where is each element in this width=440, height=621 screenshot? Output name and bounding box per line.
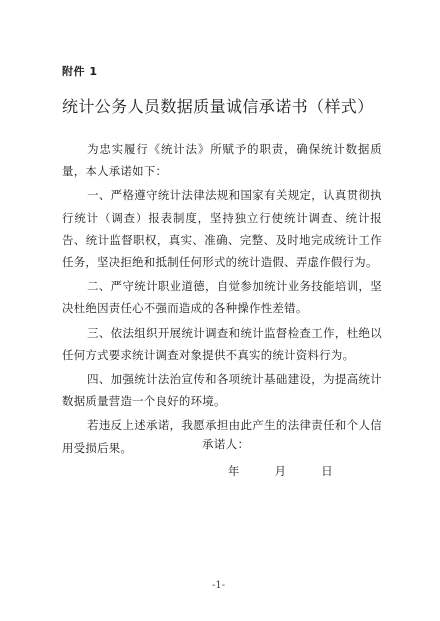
pledge-item-2: 二、严守统计职业道德，自觉参加统计业务技能培训，坚决杜绝因责任心不强而造成的各种操作性差错。 (62, 279, 382, 316)
page-title: 统计公务人员数据质量诚信承诺书（样式） (62, 97, 374, 116)
intro-paragraph: 为忠实履行《统计法》所赋予的职责，确保统计数据质量，本人承诺如下： (62, 142, 382, 179)
attachment-label: 附件 1 (62, 65, 98, 78)
pledge-item-1: 一、严格遵守统计法律法规和国家有关规定，认真贯彻执行统计（调查）报表制度，坚持独立行使统计调查、统计报告、统计监督职权，真实、准确、完整、及时地完成统计工作任务，坚决拒绝和抵制任何形式的统计造假、弄虚作假行为。 (62, 188, 382, 270)
closing-paragraph: 若违反上述承诺，我愿承担由此产生的法律责任和个人信用受损后果。 (62, 418, 382, 455)
page-number: -1- (212, 580, 226, 591)
signature-label: 承诺人： (202, 437, 250, 451)
pledge-body (62, 138, 382, 461)
pledge-item-4: 四、加强统计法治宣传和各项统计基础建设，为提高统计数据质量营造一个良好的环境。 (62, 372, 382, 409)
date-line: 年 月 日 (228, 464, 333, 478)
pledge-item-3: 三、依法组织开展统计调查和统计监督检查工作，杜绝以任何方式要求统计调查对象提供不真实的统计资料行为。 (62, 325, 382, 362)
